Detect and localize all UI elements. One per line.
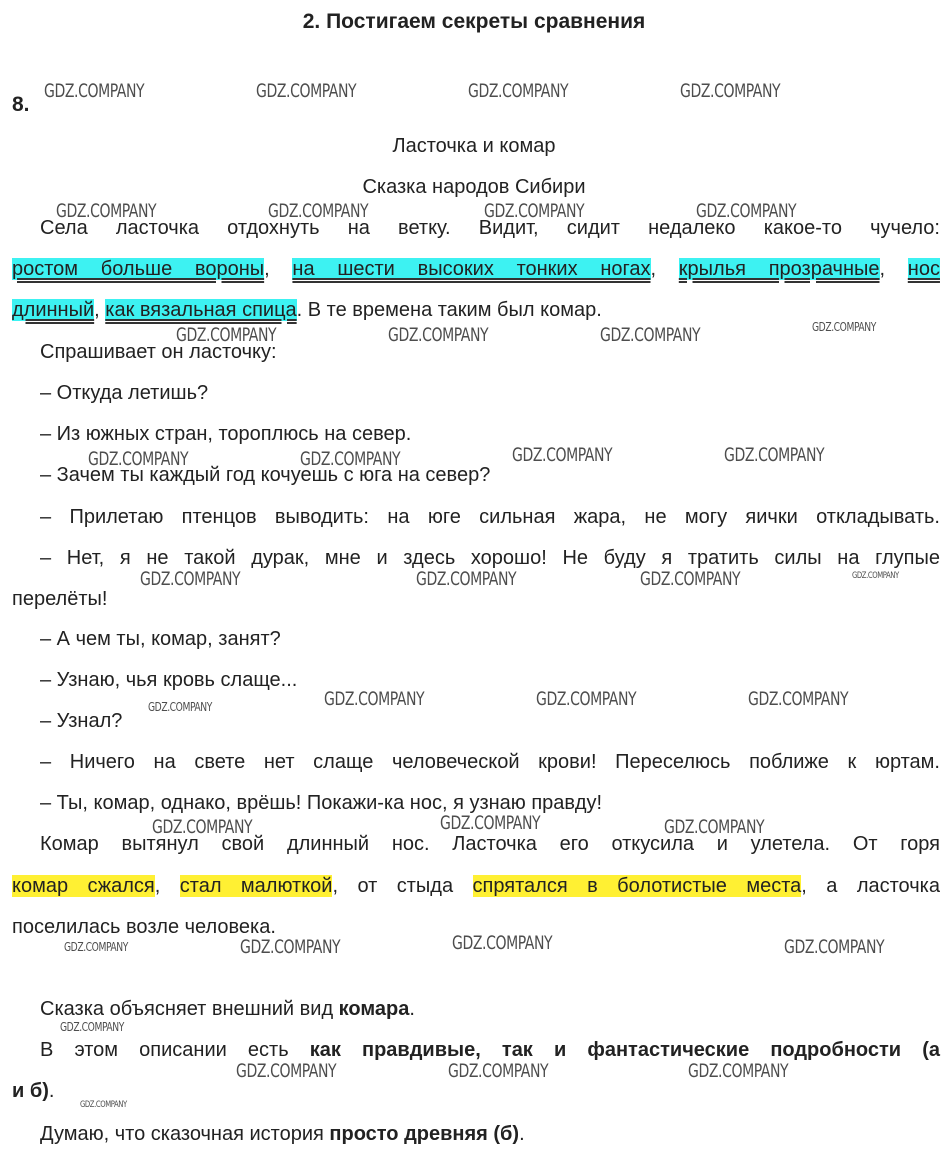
watermark: GDZ.COMPANY: [440, 812, 541, 834]
watermark: GDZ.COMPANY: [512, 444, 613, 466]
answer-text: .: [48, 1080, 55, 1102]
watermark: GDZ.COMPANY: [852, 571, 899, 581]
paragraph-2-line-1: Комар вытянул свой длинный нос. Ласточка его откусила и улетела. От горя: [40, 833, 940, 855]
highlight-detail: стал малюткой: [179, 875, 333, 897]
watermark: GDZ.COMPANY: [148, 700, 212, 714]
dialogue-line: – Узнаю, чья кровь слаще...: [40, 669, 298, 691]
answer-text: Сказка объясняет внешний вид: [40, 998, 339, 1020]
watermark: GDZ.COMPANY: [140, 568, 241, 590]
dialogue-line: – Нет, я не такой дурак, мне и здесь хорошо! Не буду я тратить силы на глупые: [40, 547, 940, 569]
watermark: GDZ.COMPANY: [416, 568, 517, 590]
dialogue-line: – Откуда летишь?: [40, 382, 209, 404]
watermark: GDZ.COMPANY: [64, 940, 128, 954]
sentence-tail: . В те времена таким был комар.: [296, 299, 602, 321]
watermark: GDZ.COMPANY: [536, 688, 637, 710]
dialogue-line: – Ничего на свете нет слаще человеческой крови! Переселюсь поближе к юртам.: [40, 751, 940, 773]
paragraph-1-line-3: [12, 298, 940, 322]
answer-3: [40, 1122, 940, 1146]
watermark: GDZ.COMPANY: [484, 200, 585, 222]
dialogue-line: перелёты!: [12, 588, 108, 610]
separator: ,: [264, 258, 293, 280]
answer-text: .: [409, 998, 415, 1020]
answer-1: [40, 997, 940, 1021]
answer-bold: как правдивые, так и фантастические подробности (а: [309, 1039, 940, 1061]
dialogue-line: – Зачем ты каждый год кочуешь с юга на север?: [40, 464, 491, 486]
separator: ,: [879, 258, 908, 280]
highlight-detail: комар сжался: [12, 875, 155, 897]
watermark: GDZ.COMPANY: [784, 936, 885, 958]
watermark: GDZ.COMPANY: [600, 324, 701, 346]
watermark: GDZ.COMPANY: [88, 448, 189, 470]
separator: ,: [94, 299, 106, 321]
answer-bold: комара: [338, 998, 410, 1020]
dialogue-line: – Из южных стран, тороплюсь на север.: [40, 423, 412, 445]
paragraph-2-line-3: поселилась возле человека.: [12, 916, 276, 938]
watermark: GDZ.COMPANY: [724, 444, 825, 466]
highlight-detail: спрятался в болотистые места: [472, 875, 802, 897]
highlight-comparison: на шести высоких тонких ногах: [292, 258, 651, 280]
highlight-comparison: крылья прозрачные: [678, 258, 880, 280]
watermark: GDZ.COMPANY: [256, 80, 357, 102]
story-title: Ласточка и комар: [392, 135, 556, 157]
task-number: 8.: [12, 93, 30, 116]
watermark: GDZ.COMPANY: [748, 688, 849, 710]
watermark: GDZ.COMPANY: [236, 1060, 337, 1082]
dialogue-line: Спрашивает он ласточку:: [40, 341, 277, 363]
watermark: GDZ.COMPANY: [452, 932, 553, 954]
highlight-comparison: нос: [907, 258, 940, 280]
section-heading: 2. Постигаем секреты сравнения: [302, 10, 646, 33]
story-subtitle: Сказка народов Сибири: [362, 176, 586, 198]
watermark: GDZ.COMPANY: [448, 1060, 549, 1082]
watermark: GDZ.COMPANY: [696, 200, 797, 222]
sentence-mid: , от стыда: [332, 875, 473, 897]
watermark: GDZ.COMPANY: [640, 568, 741, 590]
separator: ,: [650, 258, 679, 280]
watermark: GDZ.COMPANY: [688, 1060, 789, 1082]
watermark: GDZ.COMPANY: [176, 324, 277, 346]
sentence-tail: , а ласточка: [801, 875, 940, 897]
watermark: GDZ.COMPANY: [680, 80, 781, 102]
dialogue-line: – Ты, комар, однако, врёшь! Покажи-ка нос, я узнаю правду!: [40, 792, 603, 814]
highlight-comparison: длинный: [12, 299, 95, 321]
watermark: GDZ.COMPANY: [152, 816, 253, 838]
watermark: GDZ.COMPANY: [80, 1100, 127, 1110]
answer-2-line-2: [12, 1079, 940, 1103]
watermark: GDZ.COMPANY: [324, 688, 425, 710]
answer-2-line-1: [40, 1038, 940, 1062]
dialogue-line: – А чем ты, комар, занят?: [40, 628, 281, 650]
watermark: GDZ.COMPANY: [60, 1020, 124, 1034]
answer-text: Думаю, что сказочная история: [40, 1123, 330, 1145]
dialogue-line: – Узнал?: [40, 710, 123, 732]
answer-bold: и б): [12, 1080, 49, 1102]
watermark: GDZ.COMPANY: [240, 936, 341, 958]
watermark: GDZ.COMPANY: [812, 320, 876, 334]
watermark: GDZ.COMPANY: [56, 200, 157, 222]
watermark: GDZ.COMPANY: [268, 200, 369, 222]
paragraph-1-line-1: Села ласточка отдохнуть на ветку. Видит, сидит недалеко какое-то чучело:: [40, 217, 940, 239]
separator: ,: [154, 875, 180, 897]
highlight-comparison: как вязальная спица: [105, 299, 297, 321]
answer-text: В этом описании есть: [40, 1039, 310, 1061]
watermark: GDZ.COMPANY: [664, 816, 765, 838]
highlight-comparison: ростом больше вороны: [12, 258, 265, 280]
watermark: GDZ.COMPANY: [468, 80, 569, 102]
paragraph-2-line-2: [12, 874, 940, 898]
answer-bold: просто древняя (б): [329, 1123, 520, 1145]
dialogue-line: – Прилетаю птенцов выводить: на юге сильная жара, не могу яички откладывать.: [40, 506, 940, 528]
watermark: GDZ.COMPANY: [44, 80, 145, 102]
watermark: GDZ.COMPANY: [300, 448, 401, 470]
watermark: GDZ.COMPANY: [388, 324, 489, 346]
answer-text: .: [519, 1123, 525, 1145]
paragraph-1-line-2: [12, 257, 940, 281]
